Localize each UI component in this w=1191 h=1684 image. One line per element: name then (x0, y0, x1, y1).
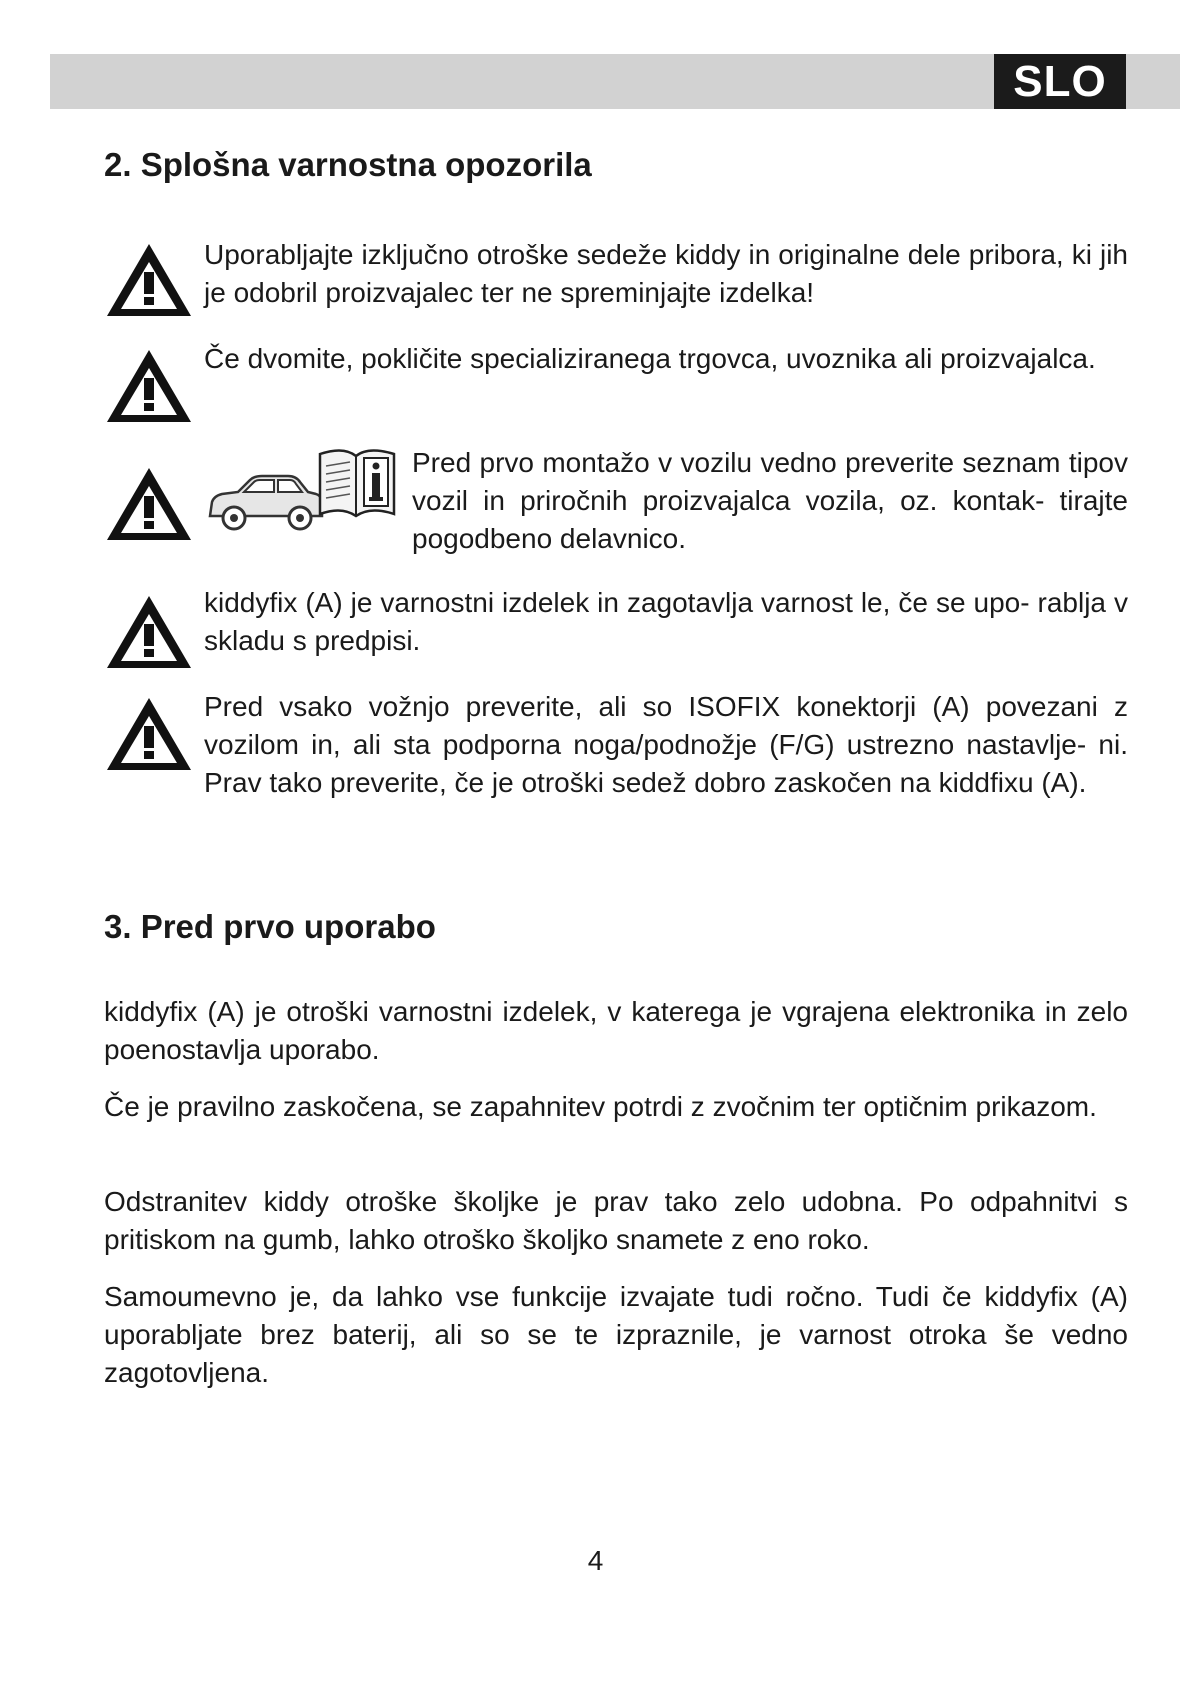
warning-triangle-icon (104, 694, 194, 774)
warning-text: Pred prvo montažo v vozilu vedno preverite seznam tipov vozil in priročnih proizvajalca vozila, oz. kontak- tirajte pogodbeno delavnico. (412, 447, 1128, 554)
warning-text: Pred vsako vožnjo preverite, ali so ISOFIX konektorji (A) povezani z vozilom in, ali sta podporna noga/podnožje (F/G) ustrezno nastavlje- ni. Prav tako preverite, če je otroški sedež dobro zaskočen na kiddfixu (A). (204, 691, 1128, 798)
car-manual-icon (204, 444, 400, 542)
page-number: 4 (587, 1545, 604, 1576)
warning-text: Uporabljajte izključno otroške sedeže kiddy in originalne dele pribora, ki jih je odobril proizvajalec ter ne spreminjajte izdelka! (204, 239, 1128, 308)
body-paragraph: Če je pravilno zaskočena, se zapahnitev potrdi z zvočnim ter optičnim prikazom. (104, 1091, 1097, 1122)
warning-triangle-icon (104, 240, 194, 320)
warning-text: Če dvomite, pokličite specializiranega trgovca, uvoznika ali proizvajalca. (204, 343, 1096, 374)
warning-triangle-icon (104, 464, 194, 544)
body-paragraph: Odstranitev kiddy otroške školjke je prav tako zelo udobna. Po odpahnitvi s pritiskom na gumb, lahko otroško školjko snamete z eno roko. (104, 1186, 1128, 1255)
warning-triangle-icon (104, 592, 194, 672)
warning-text: kiddyfix (A) je varnostni izdelek in zagotavlja varnost le, če se upo- rablja v skladu s predpisi. (204, 587, 1128, 656)
body-paragraph: Samoumevno je, da lahko vse funkcije izvajate tudi ročno. Tudi če kiddyfix (A) uporabljate brez baterij, ali so se te izpraznile, je varnost otroka še vedno zagotovljena. (104, 1281, 1128, 1388)
body-paragraph: kiddyfix (A) je otroški varnostni izdelek, v katerega je vgrajena elektronika in zelo poenostavlja uporabo. (104, 996, 1128, 1065)
section-3-title: 3. Pred prvo uporabo (104, 908, 436, 945)
language-badge: SLO (994, 54, 1126, 109)
warning-triangle-icon (104, 346, 194, 426)
section-2-title: 2. Splošna varnostna opozorila (104, 146, 592, 183)
